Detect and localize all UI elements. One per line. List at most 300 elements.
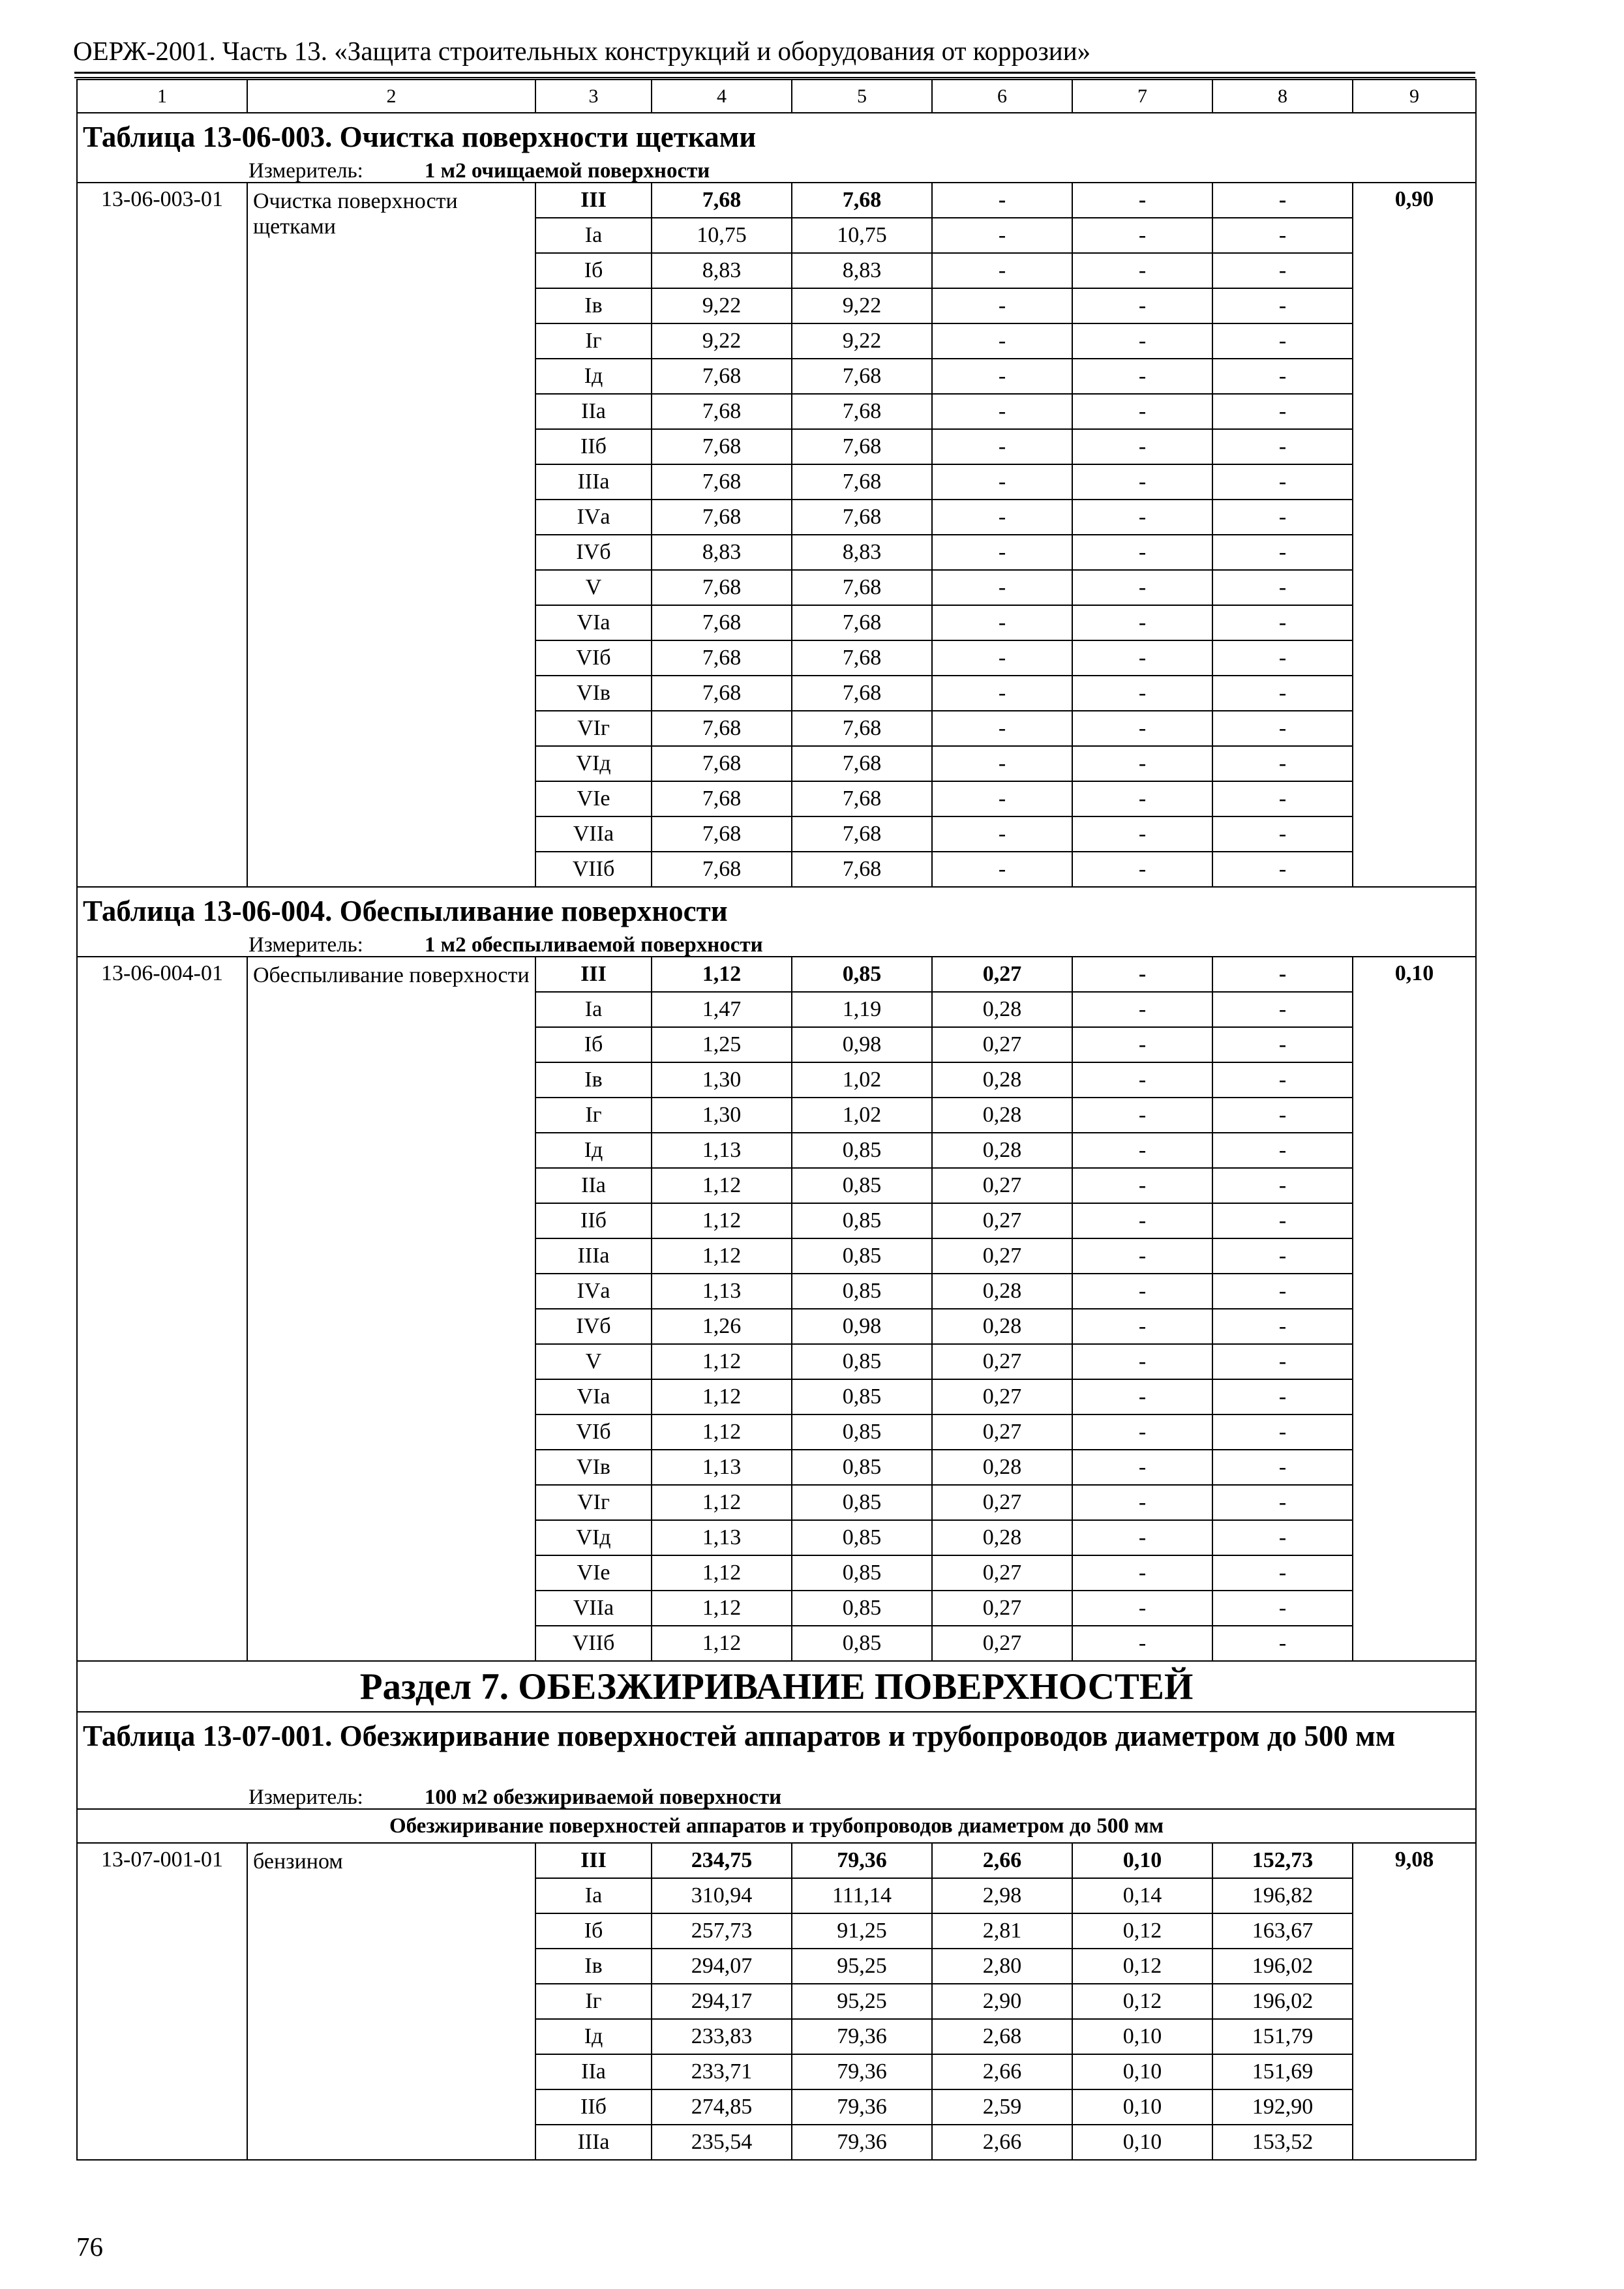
value-cell: 0,27	[932, 1168, 1072, 1203]
value-cell: -	[1212, 957, 1353, 992]
value-cell: -	[1212, 640, 1353, 676]
value-cell: -	[932, 288, 1072, 323]
zone-cell: Iб	[535, 253, 652, 288]
value-cell: -	[1212, 1520, 1353, 1555]
value-cell: -	[1072, 323, 1212, 359]
table-row	[77, 183, 1476, 218]
value-cell: 235,54	[652, 2125, 792, 2160]
value-cell: 233,71	[652, 2054, 792, 2089]
value-cell: 151,69	[1212, 2054, 1353, 2089]
zone-cell: IIб	[535, 2089, 652, 2125]
table-title-row	[77, 113, 1476, 160]
value-cell: -	[1212, 746, 1353, 781]
value-cell: 7,68	[652, 676, 792, 711]
value-cell: 196,02	[1212, 1949, 1353, 1984]
zone-cell: Iб	[535, 1913, 652, 1949]
rate-code: 13-06-004-01	[77, 957, 247, 1661]
table-title-row	[77, 887, 1476, 935]
value-cell: -	[1072, 183, 1212, 218]
value-cell: 151,79	[1212, 2019, 1353, 2054]
value-cell: 0,27	[932, 1344, 1072, 1379]
value-cell: -	[1072, 746, 1212, 781]
value-cell: -	[1212, 1450, 1353, 1485]
value-cell: 7,68	[652, 852, 792, 887]
value-cell: 2,66	[932, 2054, 1072, 2089]
value-cell: -	[932, 394, 1072, 429]
value-cell: 0,10	[1072, 2125, 1212, 2160]
zone-cell: VIв	[535, 1450, 652, 1485]
value-cell: 79,36	[792, 2125, 932, 2160]
labor-cost: 0,10	[1353, 957, 1476, 1661]
value-cell: 9,22	[652, 288, 792, 323]
value-cell: 7,68	[792, 746, 932, 781]
value-cell: -	[1072, 1591, 1212, 1626]
zone-cell: IIа	[535, 394, 652, 429]
value-cell: 79,36	[792, 2019, 932, 2054]
value-cell: 0,85	[792, 1379, 932, 1414]
value-cell: -	[1072, 1379, 1212, 1414]
value-cell: -	[1212, 535, 1353, 570]
value-cell: -	[1072, 1485, 1212, 1520]
value-cell: 7,68	[792, 676, 932, 711]
value-cell: -	[932, 816, 1072, 852]
value-cell: -	[1212, 781, 1353, 816]
zone-cell: Iг	[535, 323, 652, 359]
column-number: 3	[535, 80, 652, 113]
column-number: 5	[792, 80, 932, 113]
value-cell: -	[1212, 1062, 1353, 1098]
zone-cell: Iа	[535, 992, 652, 1027]
value-cell: 1,12	[652, 1203, 792, 1238]
value-cell: 0,28	[932, 1450, 1072, 1485]
value-cell: 0,28	[932, 1098, 1072, 1133]
value-cell: 8,83	[652, 535, 792, 570]
zone-cell: VIIа	[535, 816, 652, 852]
value-cell: -	[1072, 1168, 1212, 1203]
value-cell: 0,28	[932, 1274, 1072, 1309]
value-cell: 7,68	[792, 500, 932, 535]
zone-cell: Iв	[535, 1062, 652, 1098]
value-cell: 7,68	[652, 711, 792, 746]
value-cell: -	[1212, 852, 1353, 887]
zone-cell: Iа	[535, 218, 652, 253]
value-cell: -	[1072, 535, 1212, 570]
value-cell: 7,68	[652, 429, 792, 464]
value-cell: 8,83	[792, 535, 932, 570]
zone-cell: VIб	[535, 1414, 652, 1450]
value-cell: 2,66	[932, 1843, 1072, 1878]
value-cell: 2,68	[932, 2019, 1072, 2054]
value-cell: 79,36	[792, 2089, 932, 2125]
value-cell: -	[1072, 570, 1212, 605]
measure-label: Измеритель:	[248, 1787, 363, 1809]
value-cell: 8,83	[792, 253, 932, 288]
value-cell: 0,10	[1072, 2019, 1212, 2054]
value-cell: 7,68	[652, 500, 792, 535]
value-cell: -	[1212, 288, 1353, 323]
value-cell: -	[1072, 852, 1212, 887]
zone-cell: VIб	[535, 640, 652, 676]
value-cell: -	[1072, 1027, 1212, 1062]
value-cell: 7,68	[652, 746, 792, 781]
zone-cell: Iд	[535, 359, 652, 394]
value-cell: 7,68	[792, 711, 932, 746]
value-cell: 0,10	[1072, 1843, 1212, 1878]
measure-cell	[77, 160, 1476, 183]
value-cell: -	[1212, 1133, 1353, 1168]
value-cell: -	[1212, 500, 1353, 535]
zone-cell: V	[535, 1344, 652, 1379]
value-cell: -	[1212, 816, 1353, 852]
value-cell: -	[1212, 1027, 1353, 1062]
value-cell: 0,28	[932, 1309, 1072, 1344]
table-title: Таблица 13-07-001. Обезжиривание поверхностей аппаратов и трубопроводов диаметром до 500 мм	[77, 1712, 1476, 1787]
zone-cell: Iд	[535, 1133, 652, 1168]
value-cell: 1,12	[652, 1591, 792, 1626]
value-cell: -	[1212, 464, 1353, 500]
value-cell: 95,25	[792, 1949, 932, 1984]
value-cell: 1,12	[652, 1485, 792, 1520]
measure-cell	[77, 1787, 1476, 1809]
value-cell: 111,14	[792, 1878, 932, 1913]
value-cell: 233,83	[652, 2019, 792, 2054]
value-cell: 0,10	[1072, 2089, 1212, 2125]
value-cell: 1,13	[652, 1450, 792, 1485]
price-table-body	[77, 80, 1476, 2160]
value-cell: -	[932, 852, 1072, 887]
zone-cell: IIб	[535, 1203, 652, 1238]
labor-cost: 0,90	[1353, 183, 1476, 887]
value-cell: 7,68	[792, 183, 932, 218]
document-header: ОЕРЖ-2001. Часть 13. «Защита строительных конструкций и оборудования от коррозии»	[73, 36, 1091, 66]
value-cell: 0,27	[932, 957, 1072, 992]
value-cell: -	[932, 323, 1072, 359]
measure-label: Измеритель:	[248, 160, 363, 183]
value-cell: -	[1212, 1344, 1353, 1379]
value-cell: -	[1212, 992, 1353, 1027]
value-cell: 310,94	[652, 1878, 792, 1913]
value-cell: 10,75	[652, 218, 792, 253]
value-cell: -	[1212, 1309, 1353, 1344]
value-cell: 0,85	[792, 1626, 932, 1661]
value-cell: -	[1072, 1309, 1212, 1344]
value-cell: -	[1072, 992, 1212, 1027]
value-cell: 0,12	[1072, 1913, 1212, 1949]
value-cell: -	[1212, 218, 1353, 253]
value-cell: 0,85	[792, 1414, 932, 1450]
measure-row	[77, 1787, 1476, 1809]
value-cell: -	[1072, 1555, 1212, 1591]
value-cell: -	[1072, 1274, 1212, 1309]
page-number: 76	[76, 2232, 103, 2262]
value-cell: -	[1072, 1450, 1212, 1485]
zone-cell: Iв	[535, 288, 652, 323]
value-cell: -	[932, 535, 1072, 570]
table-title-row	[77, 1712, 1476, 1787]
table-row	[77, 957, 1476, 992]
value-cell: 0,98	[792, 1027, 932, 1062]
value-cell: 0,27	[932, 1555, 1072, 1591]
zone-cell: VIд	[535, 1520, 652, 1555]
value-cell: 2,59	[932, 2089, 1072, 2125]
value-cell: -	[1072, 1344, 1212, 1379]
zone-cell: III	[535, 183, 652, 218]
value-cell: 79,36	[792, 2054, 932, 2089]
value-cell: 0,28	[932, 1520, 1072, 1555]
zone-cell: Iа	[535, 1878, 652, 1913]
value-cell: 9,22	[792, 323, 932, 359]
value-cell: -	[1212, 1168, 1353, 1203]
zone-cell: IIб	[535, 429, 652, 464]
value-cell: 234,75	[652, 1843, 792, 1878]
zone-cell: III	[535, 957, 652, 992]
value-cell: 0,85	[792, 957, 932, 992]
value-cell: -	[1212, 1238, 1353, 1274]
value-cell: -	[932, 711, 1072, 746]
value-cell: 0,85	[792, 1203, 932, 1238]
value-cell: -	[1072, 288, 1212, 323]
value-cell: -	[932, 605, 1072, 640]
zone-cell: Iб	[535, 1027, 652, 1062]
value-cell: 2,66	[932, 2125, 1072, 2160]
value-cell: 1,26	[652, 1309, 792, 1344]
value-cell: 0,27	[932, 1203, 1072, 1238]
value-cell: -	[1212, 1274, 1353, 1309]
value-cell: -	[1212, 429, 1353, 464]
value-cell: 294,17	[652, 1984, 792, 2019]
value-cell: 10,75	[792, 218, 932, 253]
value-cell: 192,90	[1212, 2089, 1353, 2125]
value-cell: -	[932, 640, 1072, 676]
value-cell: 0,27	[932, 1485, 1072, 1520]
value-cell: 7,68	[792, 359, 932, 394]
value-cell: 0,27	[932, 1379, 1072, 1414]
value-cell: 0,28	[932, 1062, 1072, 1098]
value-cell: 0,85	[792, 1591, 932, 1626]
value-cell: -	[932, 429, 1072, 464]
value-cell: 0,12	[1072, 1984, 1212, 2019]
value-cell: 2,98	[932, 1878, 1072, 1913]
value-cell: -	[1072, 781, 1212, 816]
measure-value: 1 м2 очищаемой поверхности	[424, 160, 710, 183]
value-cell: -	[1072, 1238, 1212, 1274]
zone-cell: VIе	[535, 1555, 652, 1591]
value-cell: 1,12	[652, 1238, 792, 1274]
price-table	[76, 79, 1477, 2161]
value-cell: 1,30	[652, 1098, 792, 1133]
value-cell: -	[1072, 429, 1212, 464]
value-cell: -	[1072, 1133, 1212, 1168]
column-number-row	[77, 80, 1476, 113]
value-cell: -	[1212, 323, 1353, 359]
value-cell: -	[1072, 711, 1212, 746]
value-cell: -	[932, 746, 1072, 781]
value-cell: 257,73	[652, 1913, 792, 1949]
zone-cell: VIг	[535, 1485, 652, 1520]
value-cell: 7,68	[792, 570, 932, 605]
value-cell: -	[1072, 359, 1212, 394]
value-cell: 2,81	[932, 1913, 1072, 1949]
value-cell: 0,85	[792, 1274, 932, 1309]
value-cell: -	[1212, 394, 1353, 429]
value-cell: -	[1212, 1485, 1353, 1520]
value-cell: -	[932, 500, 1072, 535]
value-cell: 0,27	[932, 1414, 1072, 1450]
value-cell: 8,83	[652, 253, 792, 288]
value-cell: -	[932, 570, 1072, 605]
header-rule	[74, 72, 1475, 74]
value-cell: -	[1072, 640, 1212, 676]
value-cell: 1,13	[652, 1520, 792, 1555]
value-cell: -	[1072, 957, 1212, 992]
value-cell: 0,98	[792, 1309, 932, 1344]
value-cell: 1,02	[792, 1062, 932, 1098]
labor-cost: 9,08	[1353, 1843, 1476, 2160]
value-cell: 7,68	[652, 816, 792, 852]
value-cell: -	[1212, 1379, 1353, 1414]
value-cell: 152,73	[1212, 1843, 1353, 1878]
value-cell: -	[932, 781, 1072, 816]
value-cell: 91,25	[792, 1913, 932, 1949]
value-cell: 7,68	[652, 394, 792, 429]
zone-cell: VIа	[535, 605, 652, 640]
value-cell: 196,82	[1212, 1878, 1353, 1913]
rate-code: 13-07-001-01	[77, 1843, 247, 2160]
zone-cell: Iв	[535, 1949, 652, 1984]
value-cell: 1,02	[792, 1098, 932, 1133]
value-cell: -	[932, 676, 1072, 711]
value-cell: 1,12	[652, 1414, 792, 1450]
zone-cell: V	[535, 570, 652, 605]
work-name: бензином	[247, 1843, 535, 2160]
value-cell: -	[1072, 1520, 1212, 1555]
zone-cell: Iг	[535, 1098, 652, 1133]
value-cell: -	[1072, 253, 1212, 288]
zone-cell: IIа	[535, 2054, 652, 2089]
value-cell: 7,68	[652, 605, 792, 640]
value-cell: 7,68	[652, 359, 792, 394]
value-cell: -	[1072, 1098, 1212, 1133]
value-cell: -	[932, 253, 1072, 288]
column-number: 1	[77, 80, 247, 113]
value-cell: 0,85	[792, 1520, 932, 1555]
value-cell: 0,85	[792, 1450, 932, 1485]
value-cell: 1,12	[652, 957, 792, 992]
value-cell: 1,47	[652, 992, 792, 1027]
value-cell: 95,25	[792, 1984, 932, 2019]
value-cell: 7,68	[792, 852, 932, 887]
value-cell: 0,28	[932, 992, 1072, 1027]
value-cell: -	[1212, 1626, 1353, 1661]
value-cell: 7,68	[652, 464, 792, 500]
value-cell: 7,68	[652, 781, 792, 816]
table-title: Таблица 13-06-003. Очистка поверхности щетками	[77, 113, 1476, 160]
value-cell: -	[1212, 183, 1353, 218]
value-cell: -	[932, 464, 1072, 500]
value-cell: 0,85	[792, 1555, 932, 1591]
measure-label: Измеритель:	[248, 935, 363, 957]
table-title: Таблица 13-06-004. Обеспыливание поверхности	[77, 887, 1476, 935]
value-cell: -	[1072, 1626, 1212, 1661]
value-cell: 0,27	[932, 1626, 1072, 1661]
value-cell: 0,28	[932, 1133, 1072, 1168]
value-cell: 9,22	[792, 288, 932, 323]
zone-cell: VIд	[535, 746, 652, 781]
zone-cell: VIв	[535, 676, 652, 711]
value-cell: 7,68	[792, 640, 932, 676]
value-cell: 0,27	[932, 1238, 1072, 1274]
value-cell: -	[1072, 500, 1212, 535]
measure-cell	[77, 935, 1476, 957]
value-cell: -	[1212, 570, 1353, 605]
measure-value: 100 м2 обезжириваемой поверхности	[424, 1787, 782, 1809]
rate-code: 13-06-003-01	[77, 183, 247, 887]
value-cell: 0,14	[1072, 1878, 1212, 1913]
value-cell: -	[1212, 1098, 1353, 1133]
zone-cell: IIIа	[535, 2125, 652, 2160]
measure-row	[77, 160, 1476, 183]
value-cell: -	[1072, 464, 1212, 500]
value-cell: 1,30	[652, 1062, 792, 1098]
value-cell: -	[932, 183, 1072, 218]
value-cell: 7,68	[652, 183, 792, 218]
value-cell: 7,68	[792, 816, 932, 852]
value-cell: 294,07	[652, 1949, 792, 1984]
value-cell: 9,22	[652, 323, 792, 359]
value-cell: 7,68	[652, 570, 792, 605]
value-cell: 1,25	[652, 1027, 792, 1062]
work-name: Очистка поверхности щетками	[247, 183, 535, 887]
zone-cell: III	[535, 1843, 652, 1878]
value-cell: 0,85	[792, 1168, 932, 1203]
table-subtitle: Обезжиривание поверхностей аппаратов и трубопроводов диаметром до 500 мм	[77, 1809, 1476, 1843]
value-cell: 0,85	[792, 1133, 932, 1168]
value-cell: -	[1072, 218, 1212, 253]
value-cell: -	[1212, 359, 1353, 394]
column-number: 8	[1212, 80, 1353, 113]
value-cell: -	[1212, 1203, 1353, 1238]
zone-cell: VIIб	[535, 852, 652, 887]
value-cell: -	[1212, 676, 1353, 711]
zone-cell: IVб	[535, 535, 652, 570]
value-cell: 196,02	[1212, 1984, 1353, 2019]
value-cell: -	[1072, 816, 1212, 852]
value-cell: -	[1212, 1555, 1353, 1591]
value-cell: -	[1072, 1203, 1212, 1238]
value-cell: 163,67	[1212, 1913, 1353, 1949]
zone-cell: VIIб	[535, 1626, 652, 1661]
value-cell: -	[1212, 1414, 1353, 1450]
column-number: 2	[247, 80, 535, 113]
value-cell: 0,85	[792, 1238, 932, 1274]
zone-cell: IIа	[535, 1168, 652, 1203]
value-cell: 7,68	[652, 640, 792, 676]
section-title-row	[77, 1661, 1476, 1712]
zone-cell: VIг	[535, 711, 652, 746]
value-cell: -	[1212, 1591, 1353, 1626]
zone-cell: IIIа	[535, 464, 652, 500]
value-cell: 274,85	[652, 2089, 792, 2125]
value-cell: 1,12	[652, 1626, 792, 1661]
zone-cell: Iд	[535, 2019, 652, 2054]
section-title: Раздел 7. ОБЕЗЖИРИВАНИЕ ПОВЕРХНОСТЕЙ	[77, 1661, 1476, 1712]
value-cell: 0,85	[792, 1485, 932, 1520]
value-cell: -	[1212, 605, 1353, 640]
value-cell: 1,12	[652, 1168, 792, 1203]
value-cell: 2,80	[932, 1949, 1072, 1984]
zone-cell: Iг	[535, 1984, 652, 2019]
value-cell: 0,27	[932, 1027, 1072, 1062]
